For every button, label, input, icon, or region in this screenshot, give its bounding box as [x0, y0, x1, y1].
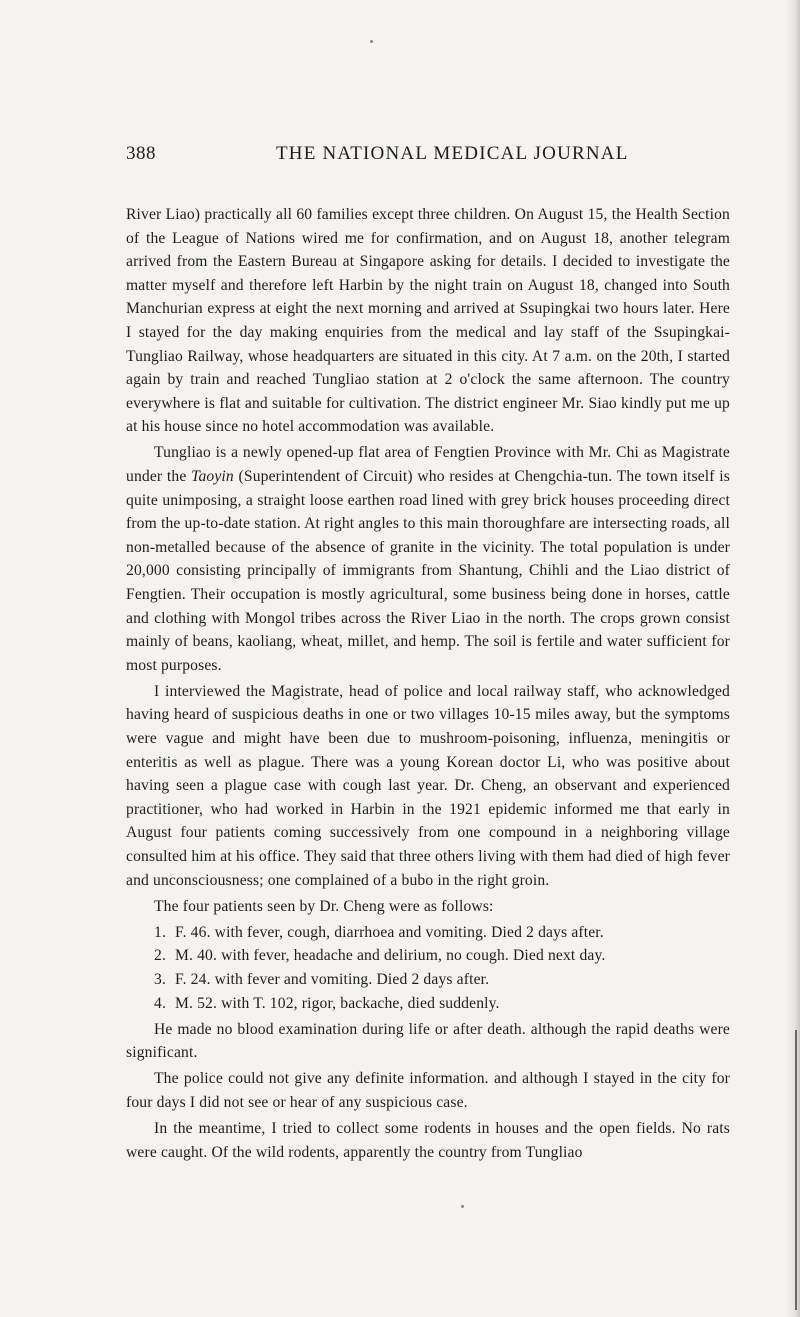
list-item	[126, 921, 730, 945]
italic-term-taoyin: Taoyin	[191, 468, 234, 486]
page-edge-line	[795, 1030, 797, 1310]
list-item	[126, 968, 730, 992]
running-title: THE NATIONAL MEDICAL JOURNAL	[276, 143, 629, 164]
list-item-number: 4.	[154, 994, 166, 1012]
paragraph-tungliao	[126, 441, 730, 677]
list-item-text: M. 52. with T. 102, rigor, backache, died suddenly.	[175, 994, 500, 1012]
paragraph-cases-intro: The four patients seen by Dr. Cheng were as follows:	[154, 897, 494, 915]
paragraph-text: (Superintendent of Circuit) who resides at Chengchia-tun. The town itself is quite unimposing, a straight loose earthen road lined with grey brick houses proceeding direct from the up-to-date station. At right angles to this main thoroughfare are intersecting roads, all non-metalled because of the absence of granite in the vicinity. The total population is under 20,000 consisting principally of immigrants from Shantung, Chihli and the Liao district of Fengtien. Their occupation is mostly agricultural, some business being done in horses, cattle and clothing with Mongol tribes across the River Liao in the north. The crops grown consist mainly of beans, kaoliang, wheat, millet, and hemp. The soil is fertile and water sufficient for most purposes.	[126, 468, 730, 674]
list-item	[126, 992, 730, 1016]
paragraph-blood-exam: He made no blood examination during life or after death. although the rapid deaths were significant.	[126, 1020, 730, 1062]
list-item	[126, 944, 730, 968]
paper-speck	[370, 40, 373, 43]
paragraph-interview: I interviewed the Magistrate, head of police and local railway staff, who acknowledged having heard of suspicious deaths in one or two villages 10-15 miles away, but the symptoms were vague and might have been due to mushroom-poisoning, influenza, meningitis or enteritis as well as plague. There was a young Korean doctor Li, who was positive about having seen a plague case with cough last year. Dr. Cheng, an observant and experienced practitioner, who had worked in Harbin in the 1921 epidemic informed me that early in August four patients coming successively from one compound in a neighboring village consulted him at his office. They said that three others living with them had died of high fever and unconsciousness; one complained of a bubo in the right groin.	[126, 682, 730, 889]
list-item-text: F. 24. with fever and vomiting. Died 2 days after.	[175, 971, 490, 988]
paper-speck	[461, 1205, 464, 1208]
article-body	[126, 203, 730, 1167]
paragraph-police: The police could not give any definite information. and although I stayed in the city for four days I did not see or hear of any suspicious case.	[126, 1070, 730, 1111]
page-header	[126, 143, 726, 169]
list-item-text: F. 46. with fever, cough, diarrhoea and vomiting. Died 2 days after.	[175, 923, 604, 941]
page-edge-shadow	[786, 0, 800, 1317]
list-item-number: 2.	[154, 947, 166, 965]
list-item-number: 3.	[154, 971, 166, 988]
list-item-text: M. 40. with fever, headache and delirium, no cough. Died next day.	[175, 947, 606, 965]
case-list	[126, 921, 730, 1015]
list-item-number: 1.	[154, 923, 166, 941]
paragraph-text: Tungliao is a newly opened-up flat area of Fengtien Province with Mr. Chi as Magistrate under the	[126, 444, 730, 486]
paragraph-rodents: In the meantime, I tried to collect some rodents in houses and the open fields. No rats were caught. Of the wild rodents, apparently the country from Tungliao	[126, 1120, 730, 1161]
page-number: 388	[126, 143, 156, 164]
paragraph-continuation: River Liao) practically all 60 families except three children. On August 15, the Health Section of the League of Nations wired me for confirmation, and on August 18, another telegram arrived from the Eastern Bureau at Singapore asking for details. I decided to investigate the matter myself and therefore left Harbin by the night train on August 18, changed into South Manchurian express at eight the next morning and arrived at Ssupingkai two hours later. Here I stayed for the day making enquiries from the medical and lay staff of the Ssupingkai-Tungliao Railway, whose headquarters are situated in this city. At 7 a.m. on the 20th, I started again by train and reached Tungliao station at 2 o'clock the same afternoon. The country everywhere is flat and suitable for cultivation. The district engineer Mr. Siao kindly put me up at his house since no hotel accommodation was available.	[126, 206, 730, 436]
